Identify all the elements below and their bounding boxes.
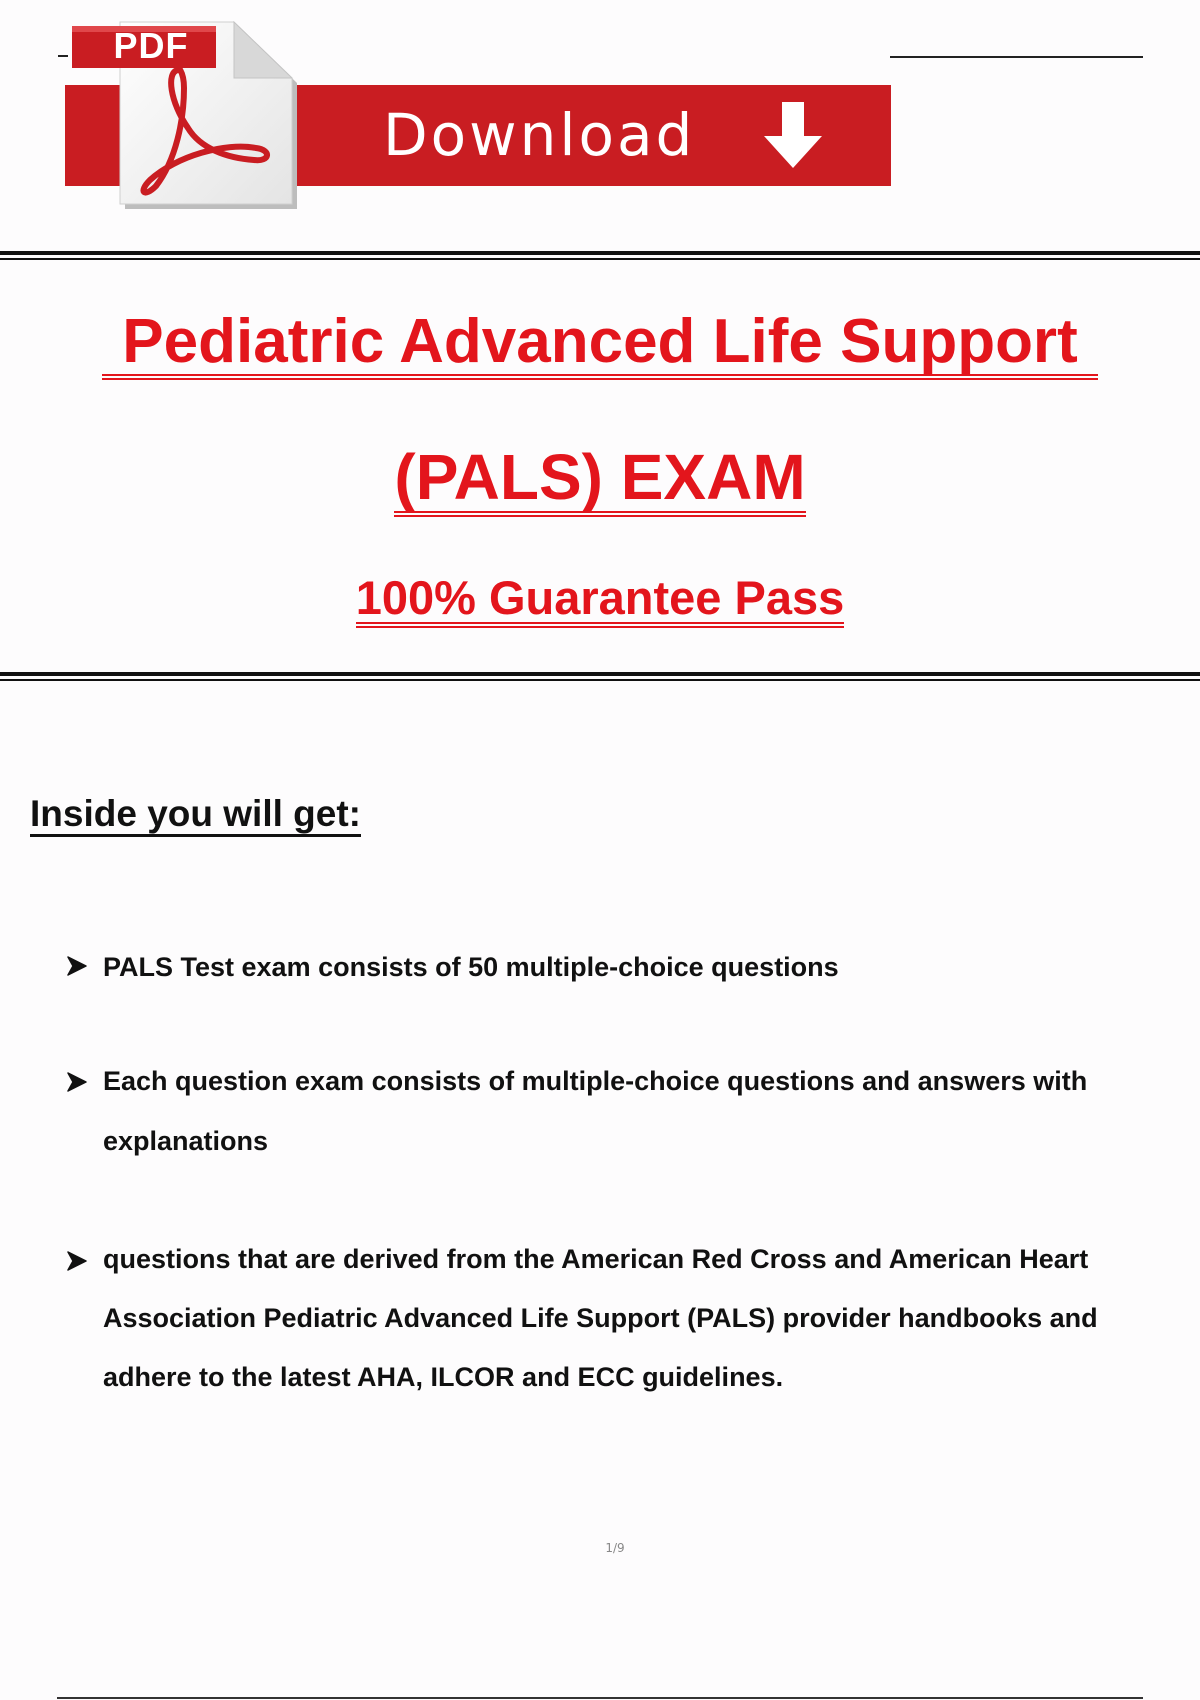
footer-rule	[57, 1697, 1143, 1699]
arrowhead-bullet-icon	[66, 1071, 88, 1093]
header-divider	[0, 251, 1200, 260]
down-arrow-icon[interactable]	[760, 102, 826, 170]
subtitle-text: 100% Guarantee Pass	[356, 573, 845, 628]
list-item-text: Each question exam consists of multiple-choice questions and answers with explanations	[103, 1066, 1088, 1156]
list-item-text: questions that are derived from the American Red Cross and American Heart Association Pediatric Advanced Life Support (PALS) provider handbooks and adhere to the latest AHA, ILCOR and ECC guidelines.	[103, 1244, 1098, 1392]
title-line-1: Pediatric Advanced Life Support	[102, 309, 1097, 380]
section-heading: Inside you will get:	[30, 793, 361, 837]
document-subtitle	[0, 570, 1200, 628]
page-number: 1/9	[605, 1541, 625, 1555]
pdf-label: PDF	[113, 25, 189, 66]
document-title-line-2	[0, 440, 1200, 517]
header-rule	[890, 56, 1143, 58]
download-label[interactable]: Download	[383, 101, 696, 169]
download-banner[interactable]	[0, 0, 1200, 240]
arrowhead-bullet-icon	[66, 955, 88, 977]
arrowhead-bullet-icon	[66, 1250, 88, 1272]
title-line-2: (PALS) EXAM	[394, 444, 805, 517]
document-title	[0, 306, 1200, 380]
title-divider	[0, 672, 1200, 681]
list-item-text: PALS Test exam consists of 50 multiple-choice questions	[103, 952, 839, 982]
